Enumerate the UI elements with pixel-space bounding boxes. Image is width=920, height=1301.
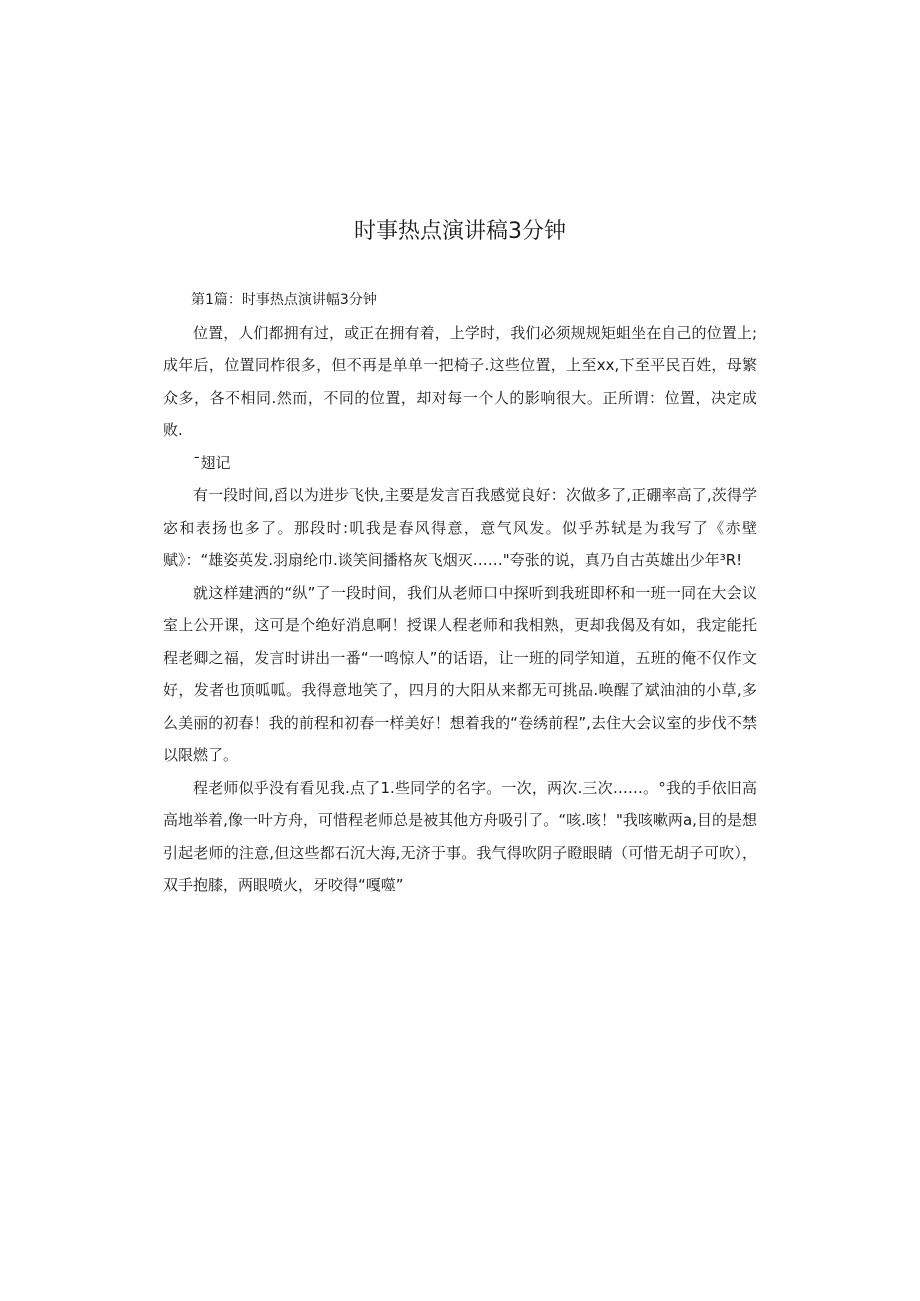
document-title: 时事热点演讲稿3分钟 — [354, 219, 566, 244]
paragraph: ¯翅记 — [193, 453, 231, 472]
paragraph: 位置，人们都拥有过，或正在拥有着，上学时，我们必须规规矩蛆坐在自己的位置上;成年后，位置同柞很多，但不再是单单一把椅子.这些位置，上至xx,下至平民百姓，母繁众多，各不相同.然而，不同的位置，却对每一个人的影响很大。正所谓：位置，决定成败. — [163, 323, 757, 439]
section-heading: 第1篇：时事热点演讲幅3分钟 — [191, 292, 377, 308]
document-body — [163, 284, 757, 902]
paragraph: 程老师似乎没有看见我.点了1.些同学的名字。一次，两次.三次……。°我的手依旧高高地举着,像一叶方舟，可惜程老师总是被其他方舟吸引了。“咳.咳！"我咳嗽两a,目的是想引起老师的注意,但这些都石沉大海,无济于事。我气得吹阴子瞪眼睛（可惜无胡子可吹），双手抱膝，两眼喷火，牙咬得“嘎噬” — [163, 778, 757, 894]
paragraph: 有一段时间,舀以为进步飞快,主要是发言百我感觉良好：次做多了,正硼率高了,茨得学宓和表扬也多了。那段时:叽我是春风得意，意气风发。似乎苏轼是为我写了《赤壁赋》：“雄姿英发.羽扇纶巾.谈笑间播格灰飞烟灭……"夸张的说，真乃自古英雄出少年³R! — [163, 486, 757, 569]
paragraph: 就这样建洒的“纵”了一段时间，我们从老师口中探听到我班即杯和一班一同在大会议室上公开课，这可是个绝好消息啊！授课人程老师和我相熟，更却我偈及有如，我定能托程老卿之福，发言时讲出一番“一鸣惊人”的话语，让一班的同学知道，五班的俺不仅作文好，发者也顶呱呱。我得意地笑了，四月的大阳从来都无可挑品.唤醒了斌油油的小草,多么美丽的初春！我的前程和初春一样美好！想着我的“卷绣前程”,去住大会议室的步伐不禁以限燃了。 — [163, 583, 757, 764]
